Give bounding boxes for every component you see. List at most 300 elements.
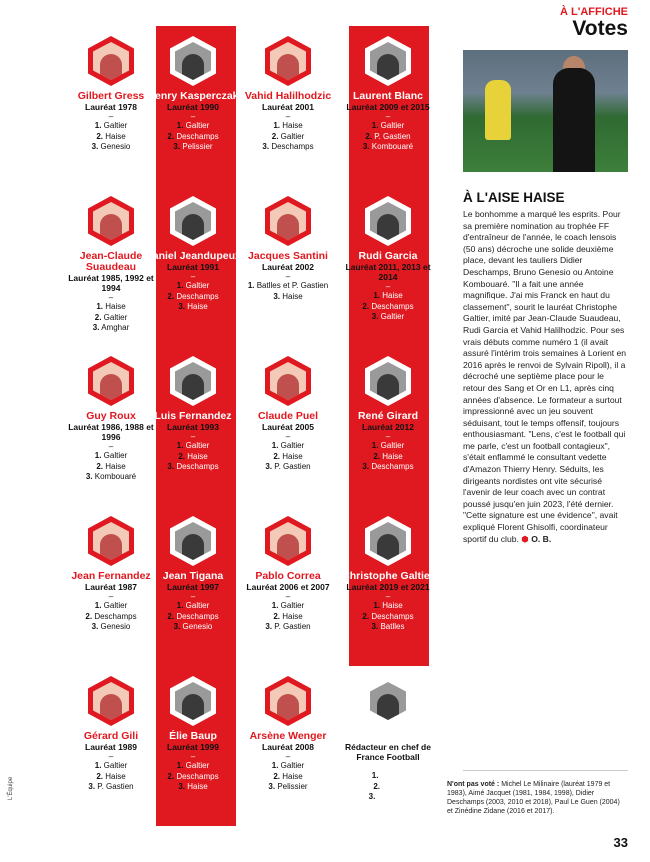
vote-line bbox=[340, 441, 436, 452]
vote-line bbox=[340, 771, 436, 782]
vote-line bbox=[340, 612, 436, 623]
portrait-silhouette bbox=[100, 534, 122, 560]
vote-rank: 2. bbox=[167, 611, 175, 621]
vote-rank: 2. bbox=[373, 781, 380, 791]
coach-card bbox=[340, 676, 436, 803]
vote-rank: 1. bbox=[176, 121, 184, 130]
portrait-icon bbox=[365, 516, 411, 566]
vote-rank: 3. bbox=[262, 142, 270, 151]
coach-laureat: Lauréat 2008 bbox=[262, 742, 314, 752]
coach-name: Gilbert Gress bbox=[77, 90, 145, 102]
vote-line bbox=[240, 462, 336, 473]
vote-rank: 1. bbox=[271, 761, 279, 770]
vote-rank: 2. bbox=[167, 291, 175, 301]
portrait-face bbox=[270, 202, 306, 240]
vote-coach: Haise bbox=[187, 302, 208, 311]
coach-laureat: Lauréat 1985, 1992 et 1994 bbox=[68, 273, 154, 293]
vote-line bbox=[145, 281, 241, 292]
portrait-icon bbox=[170, 36, 216, 86]
vote-rank: 1. bbox=[94, 761, 102, 770]
coach-laureat: Lauréat 1986, 1988 et 1996 bbox=[68, 422, 154, 442]
coach-card bbox=[145, 676, 241, 793]
coach-name: Henry Kasperczak bbox=[147, 90, 239, 102]
coach-name: René Girard bbox=[357, 410, 419, 422]
vote-rank: 1. bbox=[247, 281, 255, 290]
portrait-silhouette bbox=[277, 694, 299, 720]
vote-rank: 2. bbox=[167, 771, 175, 781]
coach-name: Daniel Jeandupeux bbox=[145, 250, 241, 262]
vote-rank: 3. bbox=[91, 142, 99, 151]
coach-laureat: Lauréat 2001 bbox=[262, 102, 314, 112]
vote-coach: Haise bbox=[282, 771, 303, 781]
vote-rank: 3. bbox=[178, 782, 185, 791]
vote-rank: 3. bbox=[273, 291, 280, 301]
portrait-face bbox=[270, 522, 306, 560]
coach-laureat: Lauréat 2002 bbox=[262, 262, 314, 272]
vote-coach: Galtier bbox=[185, 121, 210, 130]
photo-coach-body bbox=[553, 68, 595, 172]
coach-card bbox=[340, 516, 436, 633]
vote-coach: Galtier bbox=[280, 761, 305, 770]
vote-coach: Galtier bbox=[103, 121, 128, 130]
vote-coach: Galtier bbox=[185, 761, 210, 770]
vote-rank: 2. bbox=[365, 131, 373, 141]
note-divider bbox=[463, 770, 628, 771]
vote-line bbox=[340, 452, 436, 463]
article-text: Le bonhomme a marqué les esprits. Pour sa première nomination au trophée FF d'entraîneur de l'année, le coach lensois (50 ans) décroche une solide deuxième place, devant les tauliers Didier Deschamps, Bruno Genesio ou Antoine Kombouaré. "Il a fait une année magnifique. J'ai mis Franck en haut du classement", sourit le lauréat Christophe Galtier, imité par Jean-Claude Suaudeau, Rudi Garcia et Vahid Halilhodzic. Pour ses vrais débuts comme numéro 1 (il avait assuré l'intérim trois semaines à Lorient en 2016 après le renvoi de Sylvain Ripoll), il a décroché une septième place pour le retour des Sang et Or en L1, après cinq années d'absence. Le formateur a surtout impressionné avec un jeu souvent séduisant, tout le temps offensif, toujours enthousiasmant. "Lens, c'est le football qui me parle, c'est un football contagieux", s'était enflammé le consultant vedette d'Amazon Thierry Henry. Séduits, les dirigeants nordistes ont vite sécurisé l'avenir de leur coach avec un contrat poussé jusqu'en juin 2023, l'été dernier. "Cette signature est une évidence", avait expliqué Florent Ghisolfi, coordinateur sportif du club. bbox=[463, 209, 627, 544]
vote-rank: 2. bbox=[271, 131, 279, 141]
vote-coach: Deschamps bbox=[176, 462, 219, 471]
vote-line bbox=[240, 612, 336, 623]
vote-dash: – bbox=[108, 752, 114, 761]
vote-coach: Kombouaré bbox=[94, 472, 137, 481]
vote-dash: – bbox=[385, 112, 391, 121]
note-label: N'ont pas voté : bbox=[447, 781, 500, 788]
vote-rank: 3. bbox=[265, 622, 273, 631]
vote-rank: 2. bbox=[96, 771, 103, 781]
vote-rank: 2. bbox=[362, 301, 370, 311]
portrait-icon bbox=[365, 356, 411, 406]
vote-line bbox=[145, 452, 241, 463]
coach-laureat: Lauréat 1993 bbox=[167, 422, 219, 432]
coach-card bbox=[145, 356, 241, 473]
vote-rank: 3. bbox=[167, 462, 175, 471]
section-title: Votes bbox=[572, 17, 628, 40]
vote-rank: 1. bbox=[371, 121, 379, 130]
vote-rank: 1. bbox=[271, 441, 279, 450]
vote-rank: 3. bbox=[371, 622, 379, 631]
vote-rank: 1. bbox=[176, 601, 184, 610]
vote-coach: Haise bbox=[282, 611, 303, 621]
vote-coach: Pelissier bbox=[277, 782, 308, 791]
portrait-icon bbox=[170, 516, 216, 566]
vote-rank: 2. bbox=[273, 771, 280, 781]
portrait-icon bbox=[365, 676, 411, 726]
vote-coach: Deschamps bbox=[371, 301, 414, 311]
vote-coach: Galtier bbox=[185, 441, 210, 450]
vote-rank: 3. bbox=[173, 622, 181, 631]
portrait-silhouette bbox=[100, 374, 122, 400]
vote-rank: 3. bbox=[85, 472, 93, 481]
vote-coach: Deschamps bbox=[94, 611, 137, 621]
portrait-icon bbox=[265, 356, 311, 406]
vote-dash: – bbox=[285, 752, 291, 761]
vote-coach: Deschamps bbox=[176, 611, 219, 621]
portrait-icon bbox=[170, 196, 216, 246]
vote-line bbox=[240, 782, 336, 793]
vote-coach: Deschamps bbox=[176, 131, 219, 141]
vote-line bbox=[340, 132, 436, 143]
vote-coach: Deschamps bbox=[371, 462, 414, 471]
vote-coach: Haise bbox=[282, 291, 303, 301]
portrait-silhouette bbox=[182, 54, 204, 80]
coach-name: Arsène Wenger bbox=[249, 730, 327, 742]
coach-card bbox=[240, 516, 336, 633]
coach-card bbox=[340, 196, 436, 323]
vote-dash: – bbox=[285, 112, 291, 121]
vote-line bbox=[240, 452, 336, 463]
vote-line bbox=[340, 121, 436, 132]
portrait-icon bbox=[170, 676, 216, 726]
vote-coach: Galtier bbox=[380, 441, 405, 450]
vote-rank: 1. bbox=[273, 121, 280, 130]
vote-rank: 3. bbox=[362, 462, 370, 471]
portrait-face bbox=[370, 682, 406, 720]
portrait-icon bbox=[365, 36, 411, 86]
portrait-silhouette bbox=[182, 694, 204, 720]
coach-card bbox=[240, 676, 336, 793]
coach-name: Gérard Gili bbox=[83, 730, 139, 742]
vote-coach: Deschamps bbox=[371, 611, 414, 621]
section-header bbox=[560, 6, 628, 40]
vote-rank: 1. bbox=[94, 121, 102, 130]
vote-coach: Galtier bbox=[103, 761, 128, 770]
vote-line bbox=[63, 472, 159, 483]
vote-coach: Deschamps bbox=[176, 771, 219, 781]
vote-coach: Haise bbox=[105, 771, 126, 781]
vote-rank: 2. bbox=[273, 451, 280, 461]
vote-coach: Deschamps bbox=[271, 142, 314, 151]
coach-card bbox=[145, 196, 241, 313]
vote-line bbox=[145, 121, 241, 132]
vote-line bbox=[240, 281, 336, 292]
article-author: O. B. bbox=[531, 533, 552, 544]
vote-line bbox=[340, 601, 436, 612]
article-body bbox=[463, 209, 628, 545]
portrait-silhouette bbox=[377, 534, 399, 560]
portrait-icon bbox=[88, 196, 134, 246]
vote-dash: – bbox=[190, 592, 196, 601]
vote-coach: P. Gastien bbox=[274, 622, 311, 631]
end-mark-icon: ⬢ bbox=[521, 533, 529, 544]
vote-line bbox=[145, 622, 241, 633]
portrait-icon bbox=[265, 676, 311, 726]
vote-coach: Haise bbox=[105, 302, 126, 311]
vote-rank: 3. bbox=[173, 142, 181, 151]
vote-coach: Haise bbox=[382, 451, 403, 461]
coach-name: Jean Tigana bbox=[162, 570, 224, 582]
vote-coach: Haise bbox=[105, 461, 126, 471]
vote-coach: Haise bbox=[282, 121, 303, 130]
section-kicker: À L'AFFICHE bbox=[560, 6, 628, 18]
vote-dash: – bbox=[108, 442, 114, 451]
vote-dash: – bbox=[385, 282, 391, 291]
vote-rank: 3. bbox=[268, 782, 276, 791]
vote-coach: Galtier bbox=[103, 312, 128, 322]
article bbox=[463, 190, 628, 545]
portrait-silhouette bbox=[277, 54, 299, 80]
vote-dash: – bbox=[190, 112, 196, 121]
portrait-silhouette bbox=[100, 214, 122, 240]
page-number: 33 bbox=[613, 835, 628, 850]
portrait-icon bbox=[88, 676, 134, 726]
article-photo bbox=[463, 50, 628, 172]
portrait-face bbox=[175, 202, 211, 240]
vote-coach: Haise bbox=[382, 781, 403, 791]
vote-rank: 2. bbox=[96, 131, 103, 141]
photo-player bbox=[485, 80, 511, 140]
coach-laureat: Lauréat 2019 et 2021 bbox=[346, 582, 430, 592]
vote-coach: Genesio bbox=[100, 622, 131, 631]
portrait-face bbox=[175, 682, 211, 720]
portrait-silhouette bbox=[182, 534, 204, 560]
vote-coach: Deschamps bbox=[176, 291, 219, 301]
vote-coach: Haise bbox=[382, 601, 403, 610]
coach-card bbox=[145, 36, 241, 153]
coach-name: Luis Fernandez bbox=[154, 410, 232, 422]
vote-rank: 3. bbox=[371, 312, 379, 321]
vote-line bbox=[240, 601, 336, 612]
coach-name: Guy Roux bbox=[86, 410, 136, 422]
vote-line bbox=[145, 132, 241, 143]
coach-card bbox=[340, 36, 436, 153]
coach-name: Élie Baup bbox=[169, 730, 217, 742]
coach-laureat: Lauréat 2006 et 2007 bbox=[246, 582, 330, 592]
vote-coach: Amghar bbox=[101, 323, 130, 332]
coach-name: Christophe Galtier bbox=[342, 570, 434, 582]
coach-laureat: Lauréat 1991 bbox=[167, 262, 219, 272]
vote-line bbox=[340, 291, 436, 302]
vote-rank: 1. bbox=[373, 601, 380, 610]
vote-line bbox=[63, 323, 159, 334]
portrait-face bbox=[370, 522, 406, 560]
coach-name: Claude Puel bbox=[257, 410, 319, 422]
vote-rank: 1. bbox=[94, 451, 102, 460]
vote-rank: 1. bbox=[176, 281, 184, 290]
vote-coach: Haise bbox=[282, 451, 303, 461]
vote-coach: Galtier bbox=[103, 601, 128, 610]
vote-line bbox=[340, 312, 436, 323]
vote-line bbox=[240, 761, 336, 772]
vote-rank: 1. bbox=[371, 441, 379, 450]
vote-line bbox=[145, 782, 241, 793]
vote-rank: 1. bbox=[176, 761, 184, 770]
vote-rank: 2. bbox=[94, 312, 102, 322]
vote-line bbox=[240, 121, 336, 132]
coach-name: Jacques Santini bbox=[248, 250, 328, 262]
vote-coach: Haise bbox=[187, 451, 208, 461]
vote-line bbox=[240, 292, 336, 303]
vote-rank: 1. bbox=[271, 601, 279, 610]
vote-dash: – bbox=[108, 592, 114, 601]
coach-card bbox=[240, 36, 336, 153]
portrait-face bbox=[270, 42, 306, 80]
vote-coach: Pelissier bbox=[182, 142, 213, 151]
portrait-silhouette bbox=[377, 54, 399, 80]
vote-line bbox=[145, 612, 241, 623]
vote-coach: Genesio bbox=[377, 792, 408, 801]
vote-line bbox=[240, 132, 336, 143]
vote-rank: 3. bbox=[88, 782, 96, 791]
vote-line bbox=[145, 292, 241, 303]
portrait-icon bbox=[265, 196, 311, 246]
vote-coach: Galtier bbox=[280, 441, 305, 450]
vote-dash: – bbox=[285, 432, 291, 441]
vote-coach: Galtier bbox=[185, 281, 210, 290]
portrait-face bbox=[270, 362, 306, 400]
portrait-icon bbox=[88, 36, 134, 86]
vote-line bbox=[240, 772, 336, 783]
coach-card bbox=[240, 196, 336, 302]
coach-laureat: Lauréat 1978 bbox=[85, 102, 137, 112]
portrait-silhouette bbox=[182, 214, 204, 240]
vote-rank: 2. bbox=[96, 461, 103, 471]
vote-rank: 2. bbox=[362, 611, 370, 621]
coach-name: Jean-Claude Suaudeau bbox=[79, 250, 143, 273]
coach-name: Jean Fernandez bbox=[71, 570, 151, 582]
vote-line bbox=[145, 462, 241, 473]
portrait-face bbox=[93, 202, 129, 240]
vote-line bbox=[340, 302, 436, 313]
coach-name: Laurent Blanc bbox=[352, 90, 423, 102]
portrait-face bbox=[175, 362, 211, 400]
vote-coach: Galtier bbox=[380, 312, 405, 321]
vote-line bbox=[145, 601, 241, 612]
portrait-icon bbox=[88, 516, 134, 566]
coach-laureat: Lauréat 1987 bbox=[85, 582, 137, 592]
vote-rank: 1. bbox=[96, 302, 103, 311]
coach-laureat: Lauréat 2012 bbox=[362, 422, 414, 432]
vote-dash: – bbox=[108, 112, 114, 121]
vote-rank: 1. bbox=[373, 291, 380, 300]
portrait-icon bbox=[170, 356, 216, 406]
non-voters-note bbox=[447, 780, 627, 816]
vote-rank: 2. bbox=[373, 451, 380, 461]
portrait-icon bbox=[365, 196, 411, 246]
vote-dash: – bbox=[108, 293, 114, 302]
vote-dash: – bbox=[190, 752, 196, 761]
coach-laureat: Lauréat 1989 bbox=[85, 742, 137, 752]
coach-card bbox=[340, 356, 436, 473]
vote-dash: – bbox=[285, 272, 291, 281]
portrait-face bbox=[175, 42, 211, 80]
coach-laureat: Lauréat 1999 bbox=[167, 742, 219, 752]
portrait-silhouette bbox=[377, 374, 399, 400]
vote-rank: 1. bbox=[371, 771, 379, 780]
source-credit: L'Équipe bbox=[8, 776, 14, 800]
vote-rank: 2. bbox=[273, 611, 280, 621]
coach-card bbox=[240, 356, 336, 473]
vote-dash: – bbox=[385, 762, 391, 771]
coach-laureat: Rédacteur en chef de France Football bbox=[345, 742, 431, 762]
portrait-icon bbox=[88, 356, 134, 406]
vote-coach: Haise bbox=[187, 782, 208, 791]
portrait-face bbox=[93, 362, 129, 400]
vote-coach: Kombouaré bbox=[371, 142, 414, 151]
vote-line bbox=[63, 313, 159, 324]
vote-rank: 1. bbox=[176, 441, 184, 450]
portrait-face bbox=[93, 42, 129, 80]
portrait-icon bbox=[265, 36, 311, 86]
vote-line bbox=[340, 142, 436, 153]
vote-dash: – bbox=[190, 432, 196, 441]
portrait-face bbox=[270, 682, 306, 720]
vote-coach: P. Gastien bbox=[97, 782, 134, 791]
portrait-face bbox=[175, 522, 211, 560]
vote-rank: 3. bbox=[178, 302, 185, 311]
vote-coach: P. Gastien bbox=[274, 462, 311, 471]
coach-laureat: Lauréat 1997 bbox=[167, 582, 219, 592]
portrait-silhouette bbox=[277, 534, 299, 560]
vote-coach: Batlles bbox=[380, 622, 405, 631]
portrait-silhouette bbox=[377, 214, 399, 240]
portrait-silhouette bbox=[377, 694, 399, 720]
coach-name: Rudi Garcia bbox=[358, 250, 418, 262]
vote-rank: 3. bbox=[265, 462, 273, 471]
coach-name: Vahid Halilhodzic bbox=[244, 90, 332, 102]
article-heading: À L'AISE HAISE bbox=[463, 190, 565, 205]
vote-rank: 3. bbox=[368, 792, 376, 801]
vote-coach: Galtier bbox=[380, 121, 405, 130]
vote-line bbox=[145, 441, 241, 452]
vote-coach: Genesio bbox=[182, 622, 213, 631]
portrait-silhouette bbox=[277, 214, 299, 240]
coach-laureat: Lauréat 2011, 2013 et 2014 bbox=[345, 262, 431, 282]
coach-name: Pascal Ferré bbox=[356, 730, 420, 742]
vote-line bbox=[240, 441, 336, 452]
portrait-silhouette bbox=[277, 374, 299, 400]
vote-coach: Galtier bbox=[280, 131, 305, 141]
vote-line bbox=[240, 622, 336, 633]
vote-line bbox=[145, 772, 241, 783]
vote-coach: Batlles et P. Gastien bbox=[256, 281, 329, 290]
vote-dash: – bbox=[385, 432, 391, 441]
coach-card bbox=[145, 516, 241, 633]
vote-coach: Galtier bbox=[103, 451, 128, 460]
vote-rank: 3. bbox=[362, 142, 370, 151]
coach-laureat: Lauréat 2009 et 2015 bbox=[346, 102, 430, 112]
portrait-silhouette bbox=[182, 374, 204, 400]
vote-line bbox=[340, 782, 436, 793]
coach-name: Pablo Correa bbox=[255, 570, 321, 582]
portrait-icon bbox=[265, 516, 311, 566]
vote-line bbox=[340, 792, 436, 803]
vote-line bbox=[340, 622, 436, 633]
coach-laureat: Lauréat 2005 bbox=[262, 422, 314, 432]
vote-rank: 3. bbox=[92, 323, 100, 332]
vote-rank: 1. bbox=[94, 601, 102, 610]
vote-dash: – bbox=[190, 272, 196, 281]
vote-rank: 2. bbox=[85, 611, 93, 621]
note-text: Michel Le Milinaire (lauréat 1979 et 1983), Aimé Jacquet (1981, 1984, 1998), Didier Deschamps (2003, 2010 et 2018), Paul Le Guen (2004) et Zinédine Zidane (2016 et 2017). bbox=[447, 781, 620, 815]
vote-line bbox=[145, 302, 241, 313]
portrait-silhouette bbox=[100, 694, 122, 720]
vote-dash: – bbox=[385, 592, 391, 601]
vote-coach: Haise bbox=[382, 291, 403, 300]
portrait-face bbox=[370, 362, 406, 400]
vote-coach: Haise bbox=[105, 131, 126, 141]
portrait-face bbox=[370, 202, 406, 240]
